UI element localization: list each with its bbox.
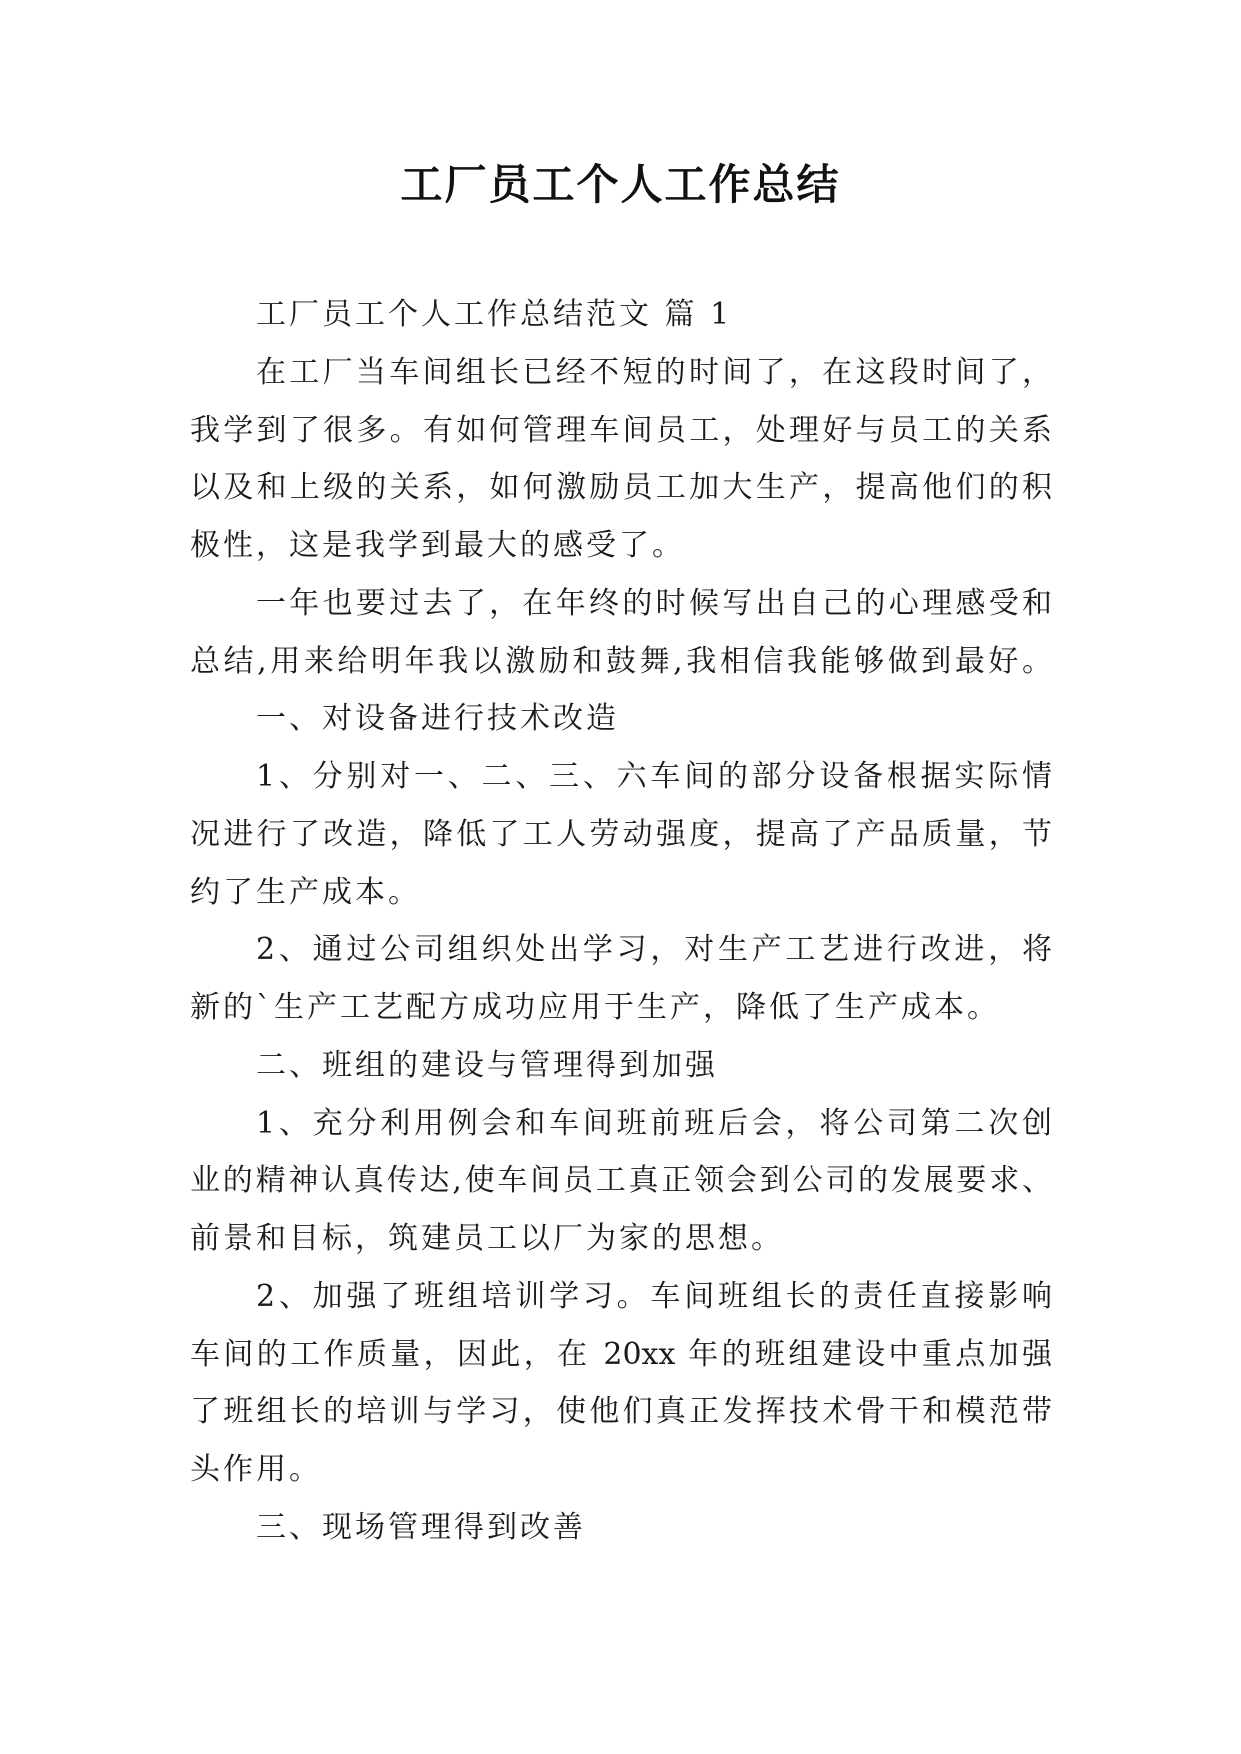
- paragraph-line: 约了生产成本。: [190, 874, 421, 910]
- paragraph-line: 我学到了很多。有如何管理车间员工，处理好与员工的关系: [190, 412, 1052, 448]
- paragraph-line: 业的精神认真传达,使车间员工真正领会到公司的发展要求、: [190, 1163, 1052, 1199]
- paragraph-line: 况进行了改造，降低了工人劳动强度，提高了产品质量，节: [190, 816, 1052, 852]
- document-body: [190, 286, 1052, 1557]
- section-heading-text: 一、对设备进行技术改造: [256, 701, 619, 737]
- section-heading: [190, 1499, 1052, 1557]
- paragraph-line: 前景和目标，筑建员工以厂为家的思想。: [190, 1221, 784, 1256]
- document-title: 工厂员工个人工作总结: [400, 160, 841, 209]
- article-subtitle: 工厂员工个人工作总结范文 篇 1: [256, 297, 733, 332]
- paragraph-line: 在工厂当车间组长已经不短的时间了，在这段时间了，: [256, 354, 1052, 390]
- paragraph-line: 2、通过公司组织处出学习，对生产工艺进行改进，将: [256, 932, 1052, 968]
- section-heading-text: 二、班组的建设与管理得到加强: [256, 1047, 718, 1083]
- paragraph-line: 新的`生产工艺配方成功应用于生产，降低了生产成本。: [190, 990, 1000, 1025]
- paragraph-line: 头作用。: [190, 1452, 322, 1487]
- paragraph-line: 极性，这是我学到最大的感受了。: [190, 528, 685, 563]
- paragraph-line: 总结,用来给明年我以激励和鼓舞,我相信我能够做到最好。: [190, 643, 1052, 679]
- paragraph-line: 以及和上级的关系，如何激励员工加大生产，提高他们的积: [190, 470, 1052, 506]
- paragraph: [190, 748, 1052, 921]
- paragraph: [190, 575, 1052, 691]
- paragraph-line: 了班组长的培训与学习，使他们真正发挥技术骨干和模范带: [190, 1394, 1052, 1430]
- paragraph: [190, 1095, 1052, 1268]
- section-heading: [190, 690, 1052, 748]
- paragraph-line: 1、分别对一、二、三、六车间的部分设备根据实际情: [256, 759, 1052, 794]
- section-heading: [190, 1037, 1052, 1095]
- paragraph: [190, 1268, 1052, 1499]
- paragraph-line: 车间的工作质量，因此，在 20xx 年的班组建设中重点加强: [190, 1336, 1052, 1372]
- paragraph: [190, 921, 1052, 1037]
- paragraph-line: 一年也要过去了，在年终的时候写出自己的心理感受和: [256, 585, 1052, 621]
- paragraph-line: 2、加强了班组培训学习。车间班组长的责任直接影响: [256, 1278, 1052, 1314]
- section-heading-text: 三、现场管理得到改善: [256, 1509, 586, 1545]
- paragraph-line: 1、充分利用例会和车间班前班后会，将公司第二次创: [256, 1105, 1052, 1141]
- paragraph: [190, 344, 1052, 575]
